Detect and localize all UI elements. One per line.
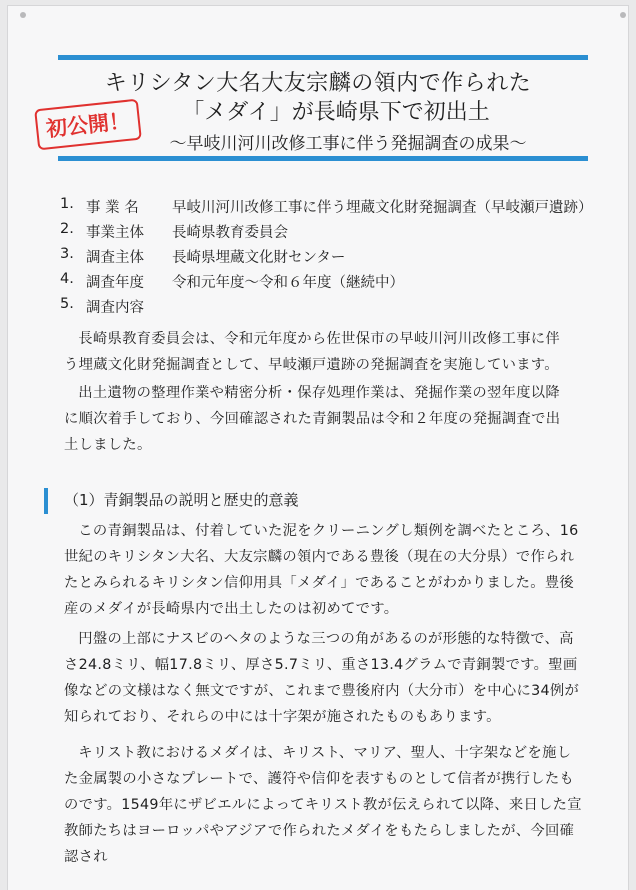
section-title: （1）青銅製品の説明と歴史的意義 (64, 491, 299, 509)
item-value: 早岐川河川改修工事に伴う埋蔵文化財発掘調査（早岐瀬戸遺跡） (172, 200, 593, 216)
title-rule-bottom (58, 156, 588, 161)
pin-hole-left (20, 12, 26, 18)
item-number: 3. (60, 246, 74, 262)
item-number: 4. (60, 271, 74, 287)
pin-hole-right (620, 12, 626, 18)
section-paragraph-1: この青銅製品は、付着していた泥をクリーニングし類例を調べたところ、16世紀のキリシタン大名、大友宗麟の領内である豊後（現在の大分県）で作られたとみられるキリシタン信仰用具「メダイ」であることがわかりました。豊後産のメダイが長崎県内で出土したのは初めてです。 (64, 523, 579, 617)
first-release-stamp: 初公開！ (34, 99, 142, 151)
item-number: 5. (60, 296, 74, 312)
title-rule-top (58, 55, 588, 60)
item-number: 2. (60, 221, 74, 237)
survey-paragraph-1: 長崎県教育委員会は、令和元年度から佐世保市の早岐川河川改修工事に伴う埋蔵文化財発掘調査として、早岐瀬戸遺跡の発掘調査を実施しています。 (64, 331, 560, 373)
item-label: 事業主体 (86, 225, 144, 241)
item-value: 令和元年度～令和６年度（継続中） (172, 275, 404, 291)
item-value: 長崎県教育委員会 (172, 225, 288, 241)
item-number: 1. (60, 196, 74, 212)
item-label: 調査主体 (86, 250, 144, 266)
page-title-line2: 「メダイ」が長崎県下で初出土 (182, 100, 490, 125)
item-label: 調査年度 (86, 275, 144, 291)
page-title-line1: キリシタン大名大友宗麟の領内で作られた (104, 71, 532, 96)
section-paragraph-3: キリスト教におけるメダイは、キリスト、マリア、聖人、十字架などを施した金属製の小さなプレートで、護符や信仰を表すものとして信者が携行したものです。1549年にザビエルによってキリスト教が伝えられて以降、来日した宣教師たちはヨーロッパやアジアで作られたメダイをもたらしましたが、今回確認され (64, 745, 582, 865)
item-label: 調査内容 (86, 300, 144, 316)
section-marker (44, 488, 48, 514)
survey-paragraph-2: 出土遺物の整理作業や精密分析・保存処理作業は、発掘作業の翌年度以降に順次着手しており、今回確認された青銅製品は令和２年度の発掘調査で出土しました。 (64, 385, 561, 453)
page-subtitle: ～早岐川河川改修工事に伴う発掘調査の成果～ (169, 134, 527, 154)
item-value: 長崎県埋蔵文化財センター (172, 250, 346, 266)
item-label: 事 業 名 (86, 200, 139, 216)
section-paragraph-2: 円盤の上部にナスビのヘタのような三つの角があるのが形態的な特徴で、高さ24.8ミリ、幅17.8ミリ、厚さ5.7ミリ、重さ13.4グラムで青銅製です。聖画像などの文様はなく無文ですが、これまで豊後府内（大分市）を中心に34例が知られており、それらの中には十字架が施されたものもあります。 (64, 631, 580, 725)
